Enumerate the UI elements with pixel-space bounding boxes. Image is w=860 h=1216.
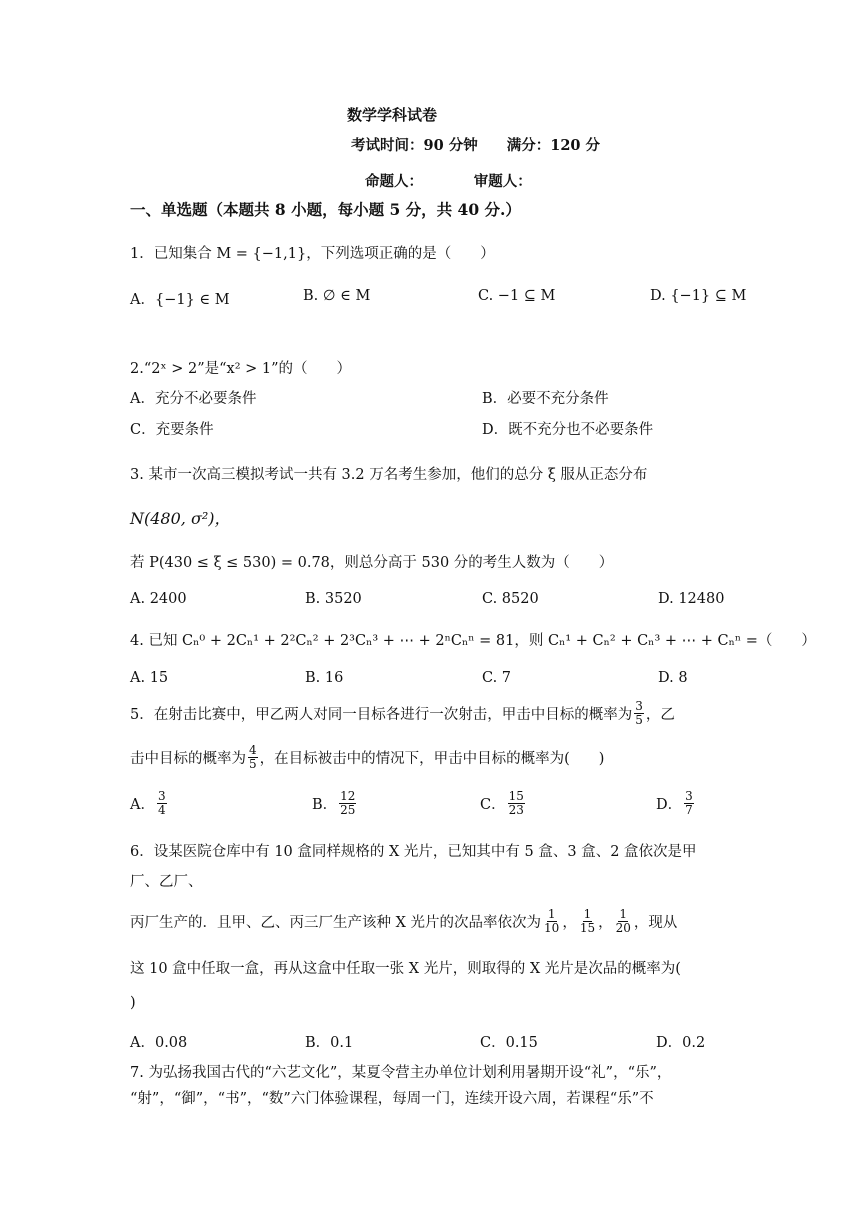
question-3-option-c: C. 8520: [482, 591, 539, 607]
fraction-num: 1: [619, 907, 628, 921]
question-5-option-c: [480, 790, 527, 817]
question-5-option-d: [656, 790, 696, 817]
fraction: [634, 700, 644, 727]
question-6-option-a: A．0.08: [130, 1035, 188, 1051]
question-5-line1-tail: ，乙: [645, 707, 675, 724]
fraction-den: 5: [249, 757, 257, 772]
question-6-line5: ): [130, 995, 136, 1011]
question-6-line2: 厂、乙厂、: [130, 874, 203, 890]
fraction: [157, 790, 167, 817]
question-3-option-b: B. 3520: [305, 591, 362, 607]
page-title: 数学学科试卷: [347, 106, 438, 124]
question-3-option-a: A. 2400: [130, 591, 187, 607]
question-5-option-a: [130, 790, 169, 817]
question-1-option-b: B. ∅ ∈ M: [303, 288, 371, 304]
question-2-option-a: A．充分不必要条件: [130, 391, 257, 407]
fraction-num: 12: [340, 789, 356, 803]
question-5-line2-text: 击中目标的概率为: [130, 751, 246, 768]
fraction-num: 1: [583, 907, 592, 921]
fraction-den: 7: [685, 803, 693, 818]
question-4-option-a: A. 15: [130, 670, 169, 686]
question-5-line1-text: 5．在射击比赛中，甲乙两人对同一目标各进行一次射击，甲击中目标的概率为: [130, 707, 633, 724]
fraction: [615, 908, 632, 935]
question-6-option-b: B．0.1: [305, 1035, 354, 1051]
fraction-den: 23: [508, 803, 524, 818]
fraction: [684, 790, 694, 817]
question-3-stem-line2: N(480, σ²)，: [130, 509, 231, 528]
fraction-den: 15: [579, 921, 596, 936]
question-2-stem: 2.“2ˣ > 2”是“x² > 1”的（ ）: [130, 361, 352, 377]
fraction-num: 3: [685, 789, 693, 803]
fraction-den: 4: [157, 803, 166, 818]
question-1-option-c: C. −1 ⊆ M: [478, 288, 556, 304]
fraction-num: 3: [157, 789, 166, 803]
question-4-option-d: D. 8: [658, 670, 688, 686]
comma: ，: [598, 915, 613, 932]
option-label: D．: [656, 797, 683, 814]
question-4-option-c: C. 7: [482, 670, 512, 686]
question-6-line3: [130, 908, 677, 935]
fraction-num: 15: [508, 789, 524, 803]
question-4-stem: 4. 已知 Cₙ⁰ + 2Cₙ¹ + 2²Cₙ² + 2³Cₙ³ + ⋯ + 2ⁿCₙⁿ = 81，则 Cₙ¹ + Cₙ² + Cₙ³ + ⋯ + Cₙⁿ =（ ）: [130, 633, 816, 649]
exam-info: 考试时间：90 分钟 满分：120 分: [351, 137, 601, 154]
question-6-option-d: D．0.2: [656, 1035, 706, 1051]
fraction-den: 5: [635, 713, 643, 728]
option-label: C．: [480, 797, 506, 814]
question-4-option-b: B. 16: [305, 670, 344, 686]
question-7-line1: 7. 为弘扬我国古代的“六艺文化”，某夏令营主办单位计划利用暑期开设“礼”，“乐”，: [130, 1065, 672, 1081]
question-6-line3-tail: ，现从: [633, 915, 678, 932]
question-3-stem-line3: 若 P(430 ≤ ξ ≤ 530) = 0.78，则总分高于 530 分的考生人数为（ ）: [130, 555, 614, 571]
question-3-option-d: D. 12480: [658, 591, 725, 607]
fraction-den: 20: [615, 921, 631, 936]
fraction-num: 3: [635, 699, 643, 713]
question-5-line1: [130, 700, 675, 727]
question-7-line2: “射”，“御”，“书”，“数”六门体验课程，每周一门，连续开设六周，若课程“乐”不: [130, 1091, 654, 1107]
fraction-num: 4: [249, 743, 257, 757]
question-5-line2: [130, 744, 604, 771]
question-5-line2-tail: ，在目标被击中的情况下，甲击中目标的概率为( ): [259, 751, 605, 768]
fraction: [579, 908, 596, 935]
question-2-option-c: C．充要条件: [130, 422, 214, 438]
fraction: [508, 790, 525, 817]
fraction: [543, 908, 560, 935]
question-2-option-b: B．必要不充分条件: [482, 391, 609, 407]
question-5-option-b: [312, 790, 358, 817]
question-1-stem: 1．已知集合 M = {−1,1}，下列选项正确的是（ ）: [130, 246, 495, 262]
option-label: B．: [312, 797, 338, 814]
question-2-option-d: D．既不充分也不必要条件: [482, 422, 654, 438]
fraction-den: 10: [544, 921, 560, 936]
fraction-num: 1: [547, 907, 556, 921]
section-heading: 一、单选题（本题共 8 小题，每小题 5 分，共 40 分.）: [130, 200, 521, 219]
question-3-stem-line1: 3. 某市一次高三模拟考试一共有 3.2 万名考生参加，他们的总分 ξ 服从正态分布: [130, 467, 648, 483]
question-6-option-c: C．0.15: [480, 1035, 538, 1051]
fraction: [248, 744, 258, 771]
authors-line: 命题人： 审题人：: [365, 173, 532, 190]
question-6-line4: 这 10 盒中任取一盒，再从这盒中任取一张 X 光片，则取得的 X 光片是次品的概率为(: [130, 961, 681, 977]
fraction-den: 25: [340, 803, 356, 818]
option-label: A．: [130, 797, 155, 814]
fraction: [339, 790, 356, 817]
question-1-option-d: D. {−1} ⊆ M: [650, 288, 747, 304]
comma: ，: [562, 915, 577, 932]
question-6-line1: 6．设某医院仓库中有 10 盒同样规格的 X 光片，已知其中有 5 盒、3 盒、2 盒依次是甲: [130, 844, 697, 860]
question-6-line3-text: 丙厂生产的．且甲、乙、丙三厂生产该种 X 光片的次品率依次为: [130, 915, 542, 932]
question-1-option-a: A．{−1} ∈ M: [130, 292, 230, 308]
